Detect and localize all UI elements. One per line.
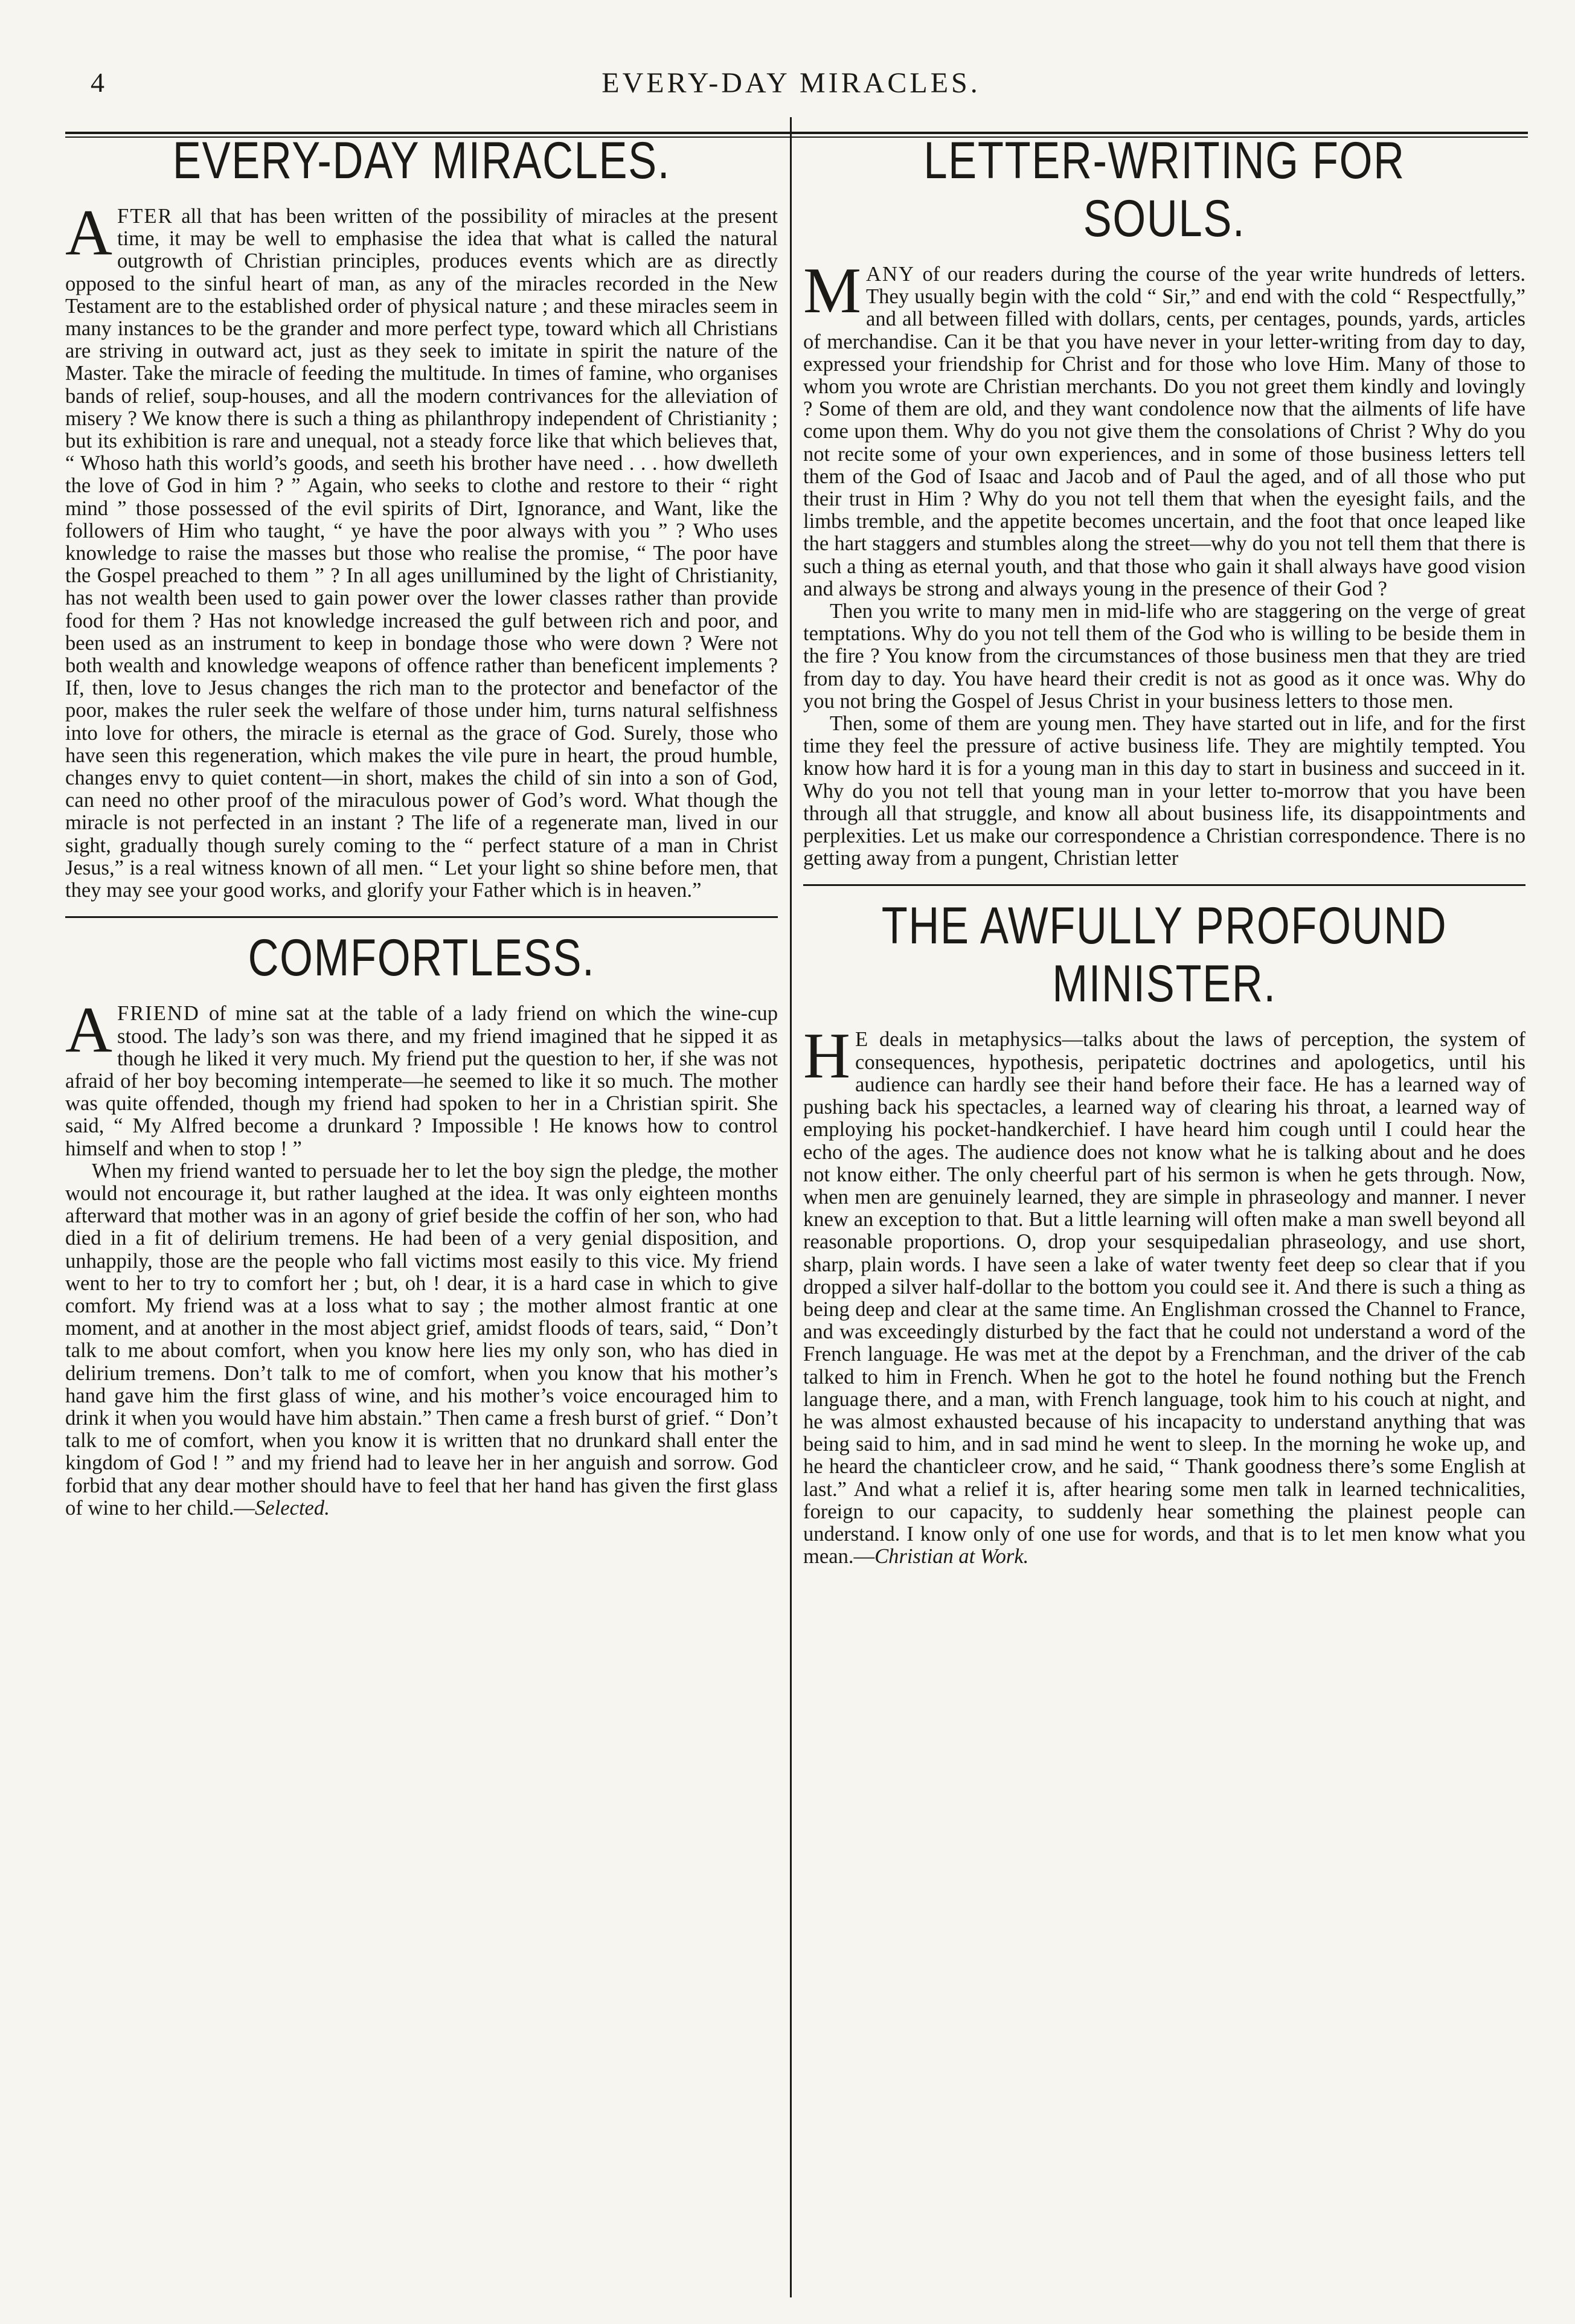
drop-cap: A	[65, 994, 112, 1067]
column-divider	[790, 117, 792, 2297]
article-title: COMFORTLESS.	[248, 929, 595, 987]
running-title: EVERY-DAY MIRACLES.	[601, 67, 981, 99]
article-title: EVERY-DAY MIRACLES.	[172, 132, 671, 190]
left-column	[65, 121, 778, 1534]
paragraph-text: Then you write to many men in mid-life who are staggering on the verge of great temptations. Why do you not tell them of the God who is willing to be beside them in the fire ? You know from the circumstances of those business men that they are tried from day to day. You have heard their credit is not as good as it once was. Why do you not bring the Gospel of Jesus Christ in your business letters to those men.	[803, 600, 1525, 713]
article-signature: Christian at Work.	[874, 1545, 1029, 1568]
paragraph-text: deals in metaphysics—talks about the laws of perception, the system of consequences, hypothesis, peripatetic doctrines and apologetics, until his audience can hardly see their hand before their face. He has a learned way of pushing back his spectacles, a learned way of clearing his throat, a learned way of employing his pocket-handkerchief. I have heard him cough until I could hear the echo of the ages. The audience does not know what he is talking about and he does not know either. The only cheerful part of his sermon is when he gets through. Now, when men are genuinely learned, they are simple in phraseology and manner. I never knew an exception to that. But a little learning will often make a man swell beyond all reasonable proportions. O, drop your sesquipedalian phraseology, and use short, sharp, plain words. I have seen a lake of water twenty feet deep so clear that if you dropped a silver half-dollar to the bottom you could see it. And there is such a thing as being deep and clear at the same time. An Englishman crossed the Channel to France, and was exceedingly disturbed by the fact that he could not understand a word of the French language. He was met at the depot by a Frenchman, and the driver of the cab talked to him in French. When he got to the hotel he found nothing but the French language there, and a man, with French language, took him to his couch at night, and he was almost exhausted because of his incapacity to understand anything that was being said to him, and in sad mind he went to sleep. In the morning he woke up, and he heard the chanticleer crow, and he said, “ Thank goodness there’s some English at last.” And what a relief it is, after hearing some men talk in learned technicalities, foreign to our capacity, to suddenly hear something the plainest people can understand. I know only of one use for words, and that is to let men know what you mean.—	[803, 1028, 1525, 1568]
article-paragraph	[803, 600, 1525, 713]
paragraph-text: Then, some of them are young men. They have started out in life, and for the first time they feel the pressure of active business life. They are mightily tempted. You know how hard it is for a young man in this day to start in business and succeed in it. Why do you not tell that young man in your letter to-morrow that you have been through all that struggle, and know all about business life, its disappointments and perplexities. Let us make our correspondence a Christian correspondence. There is no getting away from a pungent, Christian letter	[803, 712, 1525, 870]
first-word: E	[855, 1028, 870, 1051]
paragraph-text: of mine sat at the table of a lady friend on which the wine-cup stood. The lady’s son was there, and my friend imagined that he sipped it as though he liked it very much. My friend put the question to her, if she was not afraid of her boy becoming intemperate—he seemed to like it so much. The mother was quite offended, though my friend had spoken to her in a Christian spirit. She said, “ My Alfred become a drunkard ? Impossible ! He knows how to control himself and when to stop ! ”	[65, 1002, 778, 1160]
right-column	[803, 121, 1525, 1582]
first-word: FRIEND	[117, 1002, 200, 1026]
article-letter-writing	[803, 132, 1525, 870]
article-separator	[65, 916, 778, 918]
paragraph-text: of our readers during the course of the year write hundreds of letters. They usually begin with the cold “ Sir,” and end with the cold “ Respectfully,” and all between filled with dollars, cents, per centages, pounds, yards, articles of merchandise. Can it be that you have never in your letter-writing from day to day, expressed your friendship for Christ and for those who love Him. Many of those to whom you wrote are Christian merchants. Do you not greet them kindly and lovingly ? Some of them are old, and they want condolence now that the ailments of life have come upon them. Why do you not give them the consolations of Christ ? Why do you not recite some of your own experiences, and in some of those business letters tell them of the God of Isaac and Jacob and of Paul the aged, and of all those who put their trust in Him ? Why do you not tell them that when the eyesight fails, and the limbs tremble, and the appetite becomes uncertain, and the foot that once leaped like the hart staggers and stumbles along the street—why do you not tell them that there is such a thing as eternal youth, and that those who gain it shall always have good vision and always be strong and always young in the presence of their God ?	[803, 263, 1525, 600]
article-every-day-miracles	[65, 132, 778, 902]
paragraph-text: all that has been written of the possibility of miracles at the present time, it may be well to emphasise the idea that what is called the natural outgrowth of Christian principles, produces events which are as directly opposed to the sinful heart of man, as any of the miracles recorded in the New Testament are to the established order of physical nature ; and these miracles seem in many instances to be the grander and more perfect type, toward which all Christians are striving in outward act, just as they seek to imitate in spirit the nature of the Master. Take the miracle of feeding the multitude. In times of famine, who organises bands of relief, soup-houses, and all the modern contrivances for the alleviation of misery ? We know there is such a thing as philanthropy independent of Christianity ; but its exhibition is rare and unequal, not a steady force like that which believes that, “ Whoso hath this world’s goods, and seeth his brother have need . . . how dwelleth the love of God in him ? ” Again, who seeks to clothe and restore to their “ right mind ” those possessed of the evil spirits of Dirt, Ignorance, and Want, like the followers of Him who taught, “ ye have the poor always with you ” ? Who uses knowledge to raise the masses but those who realise the promise, “ The poor have the Gospel preached to them ” ? In all ages unillumined by the light of Christianity, has not wealth been used to gain power over the lower classes rather than provide food for them ? Has not knowledge increased the gulf between rich and poor, and been used as an instrument to keep in bondage those who were down ? Were not both wealth and knowledge weapons of offence rather than beneficent implements ? If, then, love to Jesus changes the rich man to the protector and benefactor of the poor, makes the ruler seek the welfare of those under him, turns natural selfishness into love for others, the miracle is eternal as the grace of God. Surely, those who have seen this regeneration, which makes the vile pure in heart, the proud humble, changes envy to quiet content—in short, makes the child of sin into a son of God, can need no other proof of the miraculous power of God’s word. What though the miracle is not perfected in an instant ? The life of a regenerate man, lived in our sight, gradually though surely coming to the “ perfect stature of a man in Christ Jesus,” is a real witness known of all men. “ Let your light so shine before men, that they may see your good works, and glorify your Father which is in heaven.”	[65, 205, 778, 902]
title-line-1: THE AWFULLY PROFOUND	[881, 897, 1448, 955]
drop-cap: A	[65, 197, 112, 269]
article-paragraph	[803, 713, 1525, 870]
article-signature: Selected.	[255, 1496, 330, 1520]
drop-cap: M	[803, 255, 862, 327]
article-paragraph	[803, 1020, 1525, 1568]
newspaper-page	[54, 42, 1528, 2301]
article-comfortless	[65, 929, 778, 1520]
article-awfully-profound-minister	[803, 897, 1525, 1568]
article-paragraph	[65, 197, 778, 902]
first-word: ANY	[866, 263, 915, 286]
article-separator	[803, 884, 1525, 886]
article-title: LETTER-WRITING FOR SOULS.	[923, 132, 1405, 248]
article-title	[868, 897, 1461, 1013]
drop-cap: H	[803, 1020, 850, 1093]
article-paragraph	[65, 994, 778, 1160]
article-paragraph	[803, 255, 1525, 600]
running-head	[54, 66, 1528, 115]
first-word: FTER	[117, 205, 173, 228]
paragraph-text: When my friend wanted to persuade her to let the boy sign the pledge, the mother would not encourage it, but rather laughed at the idea. It was only eighteen months afterward that mother was in an agony of grief beside the coffin of her son, who had died in a fit of delirium tremens. He had been of a very genial disposition, and unhappily, those are the people who fall victims most easily to this vice. My friend went to her to try to comfort her ; but, oh ! dear, it is a hard case in which to give comfort. My friend was at a loss what to say ; the mother almost frantic at one moment, and at another in the most abject grief, amidst floods of tears, said, “ Don’t talk to me about comfort, when you know here lies my only son, who has died in delirium tremens. Don’t talk to me of comfort, when you know that his mother’s hand gave him the first glass of wine, and his mother’s voice encouraged him to drink it when you would have him abstain.” Then came a fresh burst of grief. “ Don’t talk to me of comfort, when you know it is written that no drunkard shall enter the kingdom of God ! ” and my friend had to leave her in her anguish and sorrow. God forbid that any dear mother should have to feel that her hand has given the first glass of wine to her child.—	[65, 1159, 778, 1520]
title-line-2: MINISTER.	[1052, 955, 1277, 1013]
page-number: 4	[91, 67, 104, 98]
article-paragraph	[65, 1160, 778, 1520]
